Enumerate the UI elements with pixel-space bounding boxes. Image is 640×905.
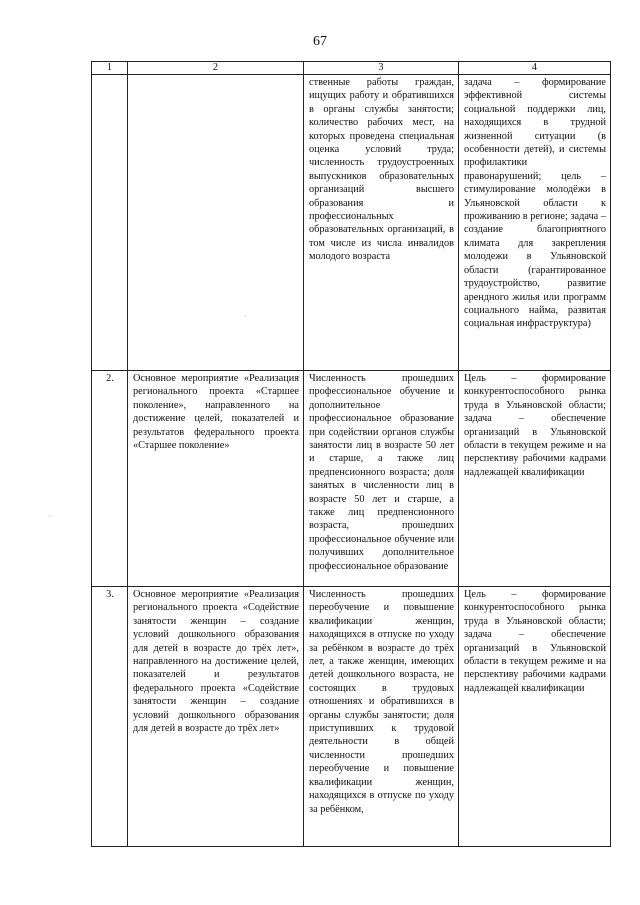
row-number: 2. [92, 371, 128, 587]
indicators-cell: Численность прошедших профессиональное обучение и дополнительное профессиональное образование при содействии органов службы занятости лиц в возрасте 50 лет и старше, а также лиц предпенсионного возраста; доля занятых в численности лиц в возрасте 50 лет и старше, а также лиц предпенсионного возраста, прошедших профессиональное обучение или получивших дополнительное профессиональное образование [304, 371, 459, 587]
goals-cell: задача – формирование эффективной системы социальной поддержки лиц, находящихся в трудной жизненной ситуации (в особенности детей), и системы профилактики правонарушений; цель – стимулирование молодёжи в Ульяновской области к проживанию в регионе; задача – создание благоприятного климата для закрепления молодежи в Ульяновской области (гарантированное трудоустройство, развитие арендного жилья или программ социального найма, развитая социальная инфраструктура) [459, 75, 611, 371]
row-number: 3. [92, 587, 128, 847]
row-number [92, 75, 128, 371]
table-row [92, 75, 611, 371]
header-col-4: 4 [459, 62, 611, 75]
table-row [92, 371, 611, 587]
table-row [92, 587, 611, 847]
scan-artifact-mark: · [48, 512, 52, 523]
page-number: 67 [313, 34, 327, 49]
table-header-row [92, 62, 611, 75]
event-cell [128, 75, 304, 371]
indicators-cell: ственные работы граждан, ищущих работу и обратившихся в органы службы занятости; количество рабочих мест, на которых проведена специальная оценка условий труда; численность трудоустроенных выпускников образовательных организаций высшего образования и профессиональных образовательных организаций, в том числе из числа инвалидов молодого возраста [304, 75, 459, 371]
measures-table [91, 61, 611, 847]
scan-artifact-mark: · [244, 312, 248, 323]
header-col-1: 1 [92, 62, 128, 75]
header-col-2: 2 [128, 62, 304, 75]
event-cell: Основное мероприятие «Реализация регионального проекта «Содействие занятости женщин – создание условий дошкольного образования для детей в возрасте до трёх лет», направленного на достижение целей, показателей и результатов федерального проекта «Содействие занятости женщин – создание условий дошкольного образования для детей в возрасте до трёх лет» [128, 587, 304, 847]
header-col-3: 3 [304, 62, 459, 75]
indicators-cell: Численность прошедших переобучение и повышение квалификации женщин, находящихся в отпуске по уходу за ребёнком в возрасте до трёх лет, а также женщин, имеющих детей дошкольного возраста, не состоящих в трудовых отношениях и обратившихся в органы службы занятости; доля приступивших к трудовой деятельности в общей численности прошедших переобучение и повышение квалификации женщин, находящихся в отпуске по уходу за ребёнком, [304, 587, 459, 847]
goals-cell: Цель – формирование конкурентоспособного рынка труда в Ульяновской области; задача – обеспечение организаций в Ульяновской области в текущем режиме и на перспективу рабочими кадрами надлежащей квалификации [459, 371, 611, 587]
event-cell: Основное мероприятие «Реализация регионального проекта «Старшее поколение», направленного на достижение целей, показателей и результатов федерального проекта «Старшее поколение» [128, 371, 304, 587]
goals-cell: Цель – формирование конкурентоспособного рынка труда в Ульяновской области; задача – обеспечение организаций в Ульяновской области в текущем режиме и на перспективу рабочими кадрами надлежащей квалификации [459, 587, 611, 847]
